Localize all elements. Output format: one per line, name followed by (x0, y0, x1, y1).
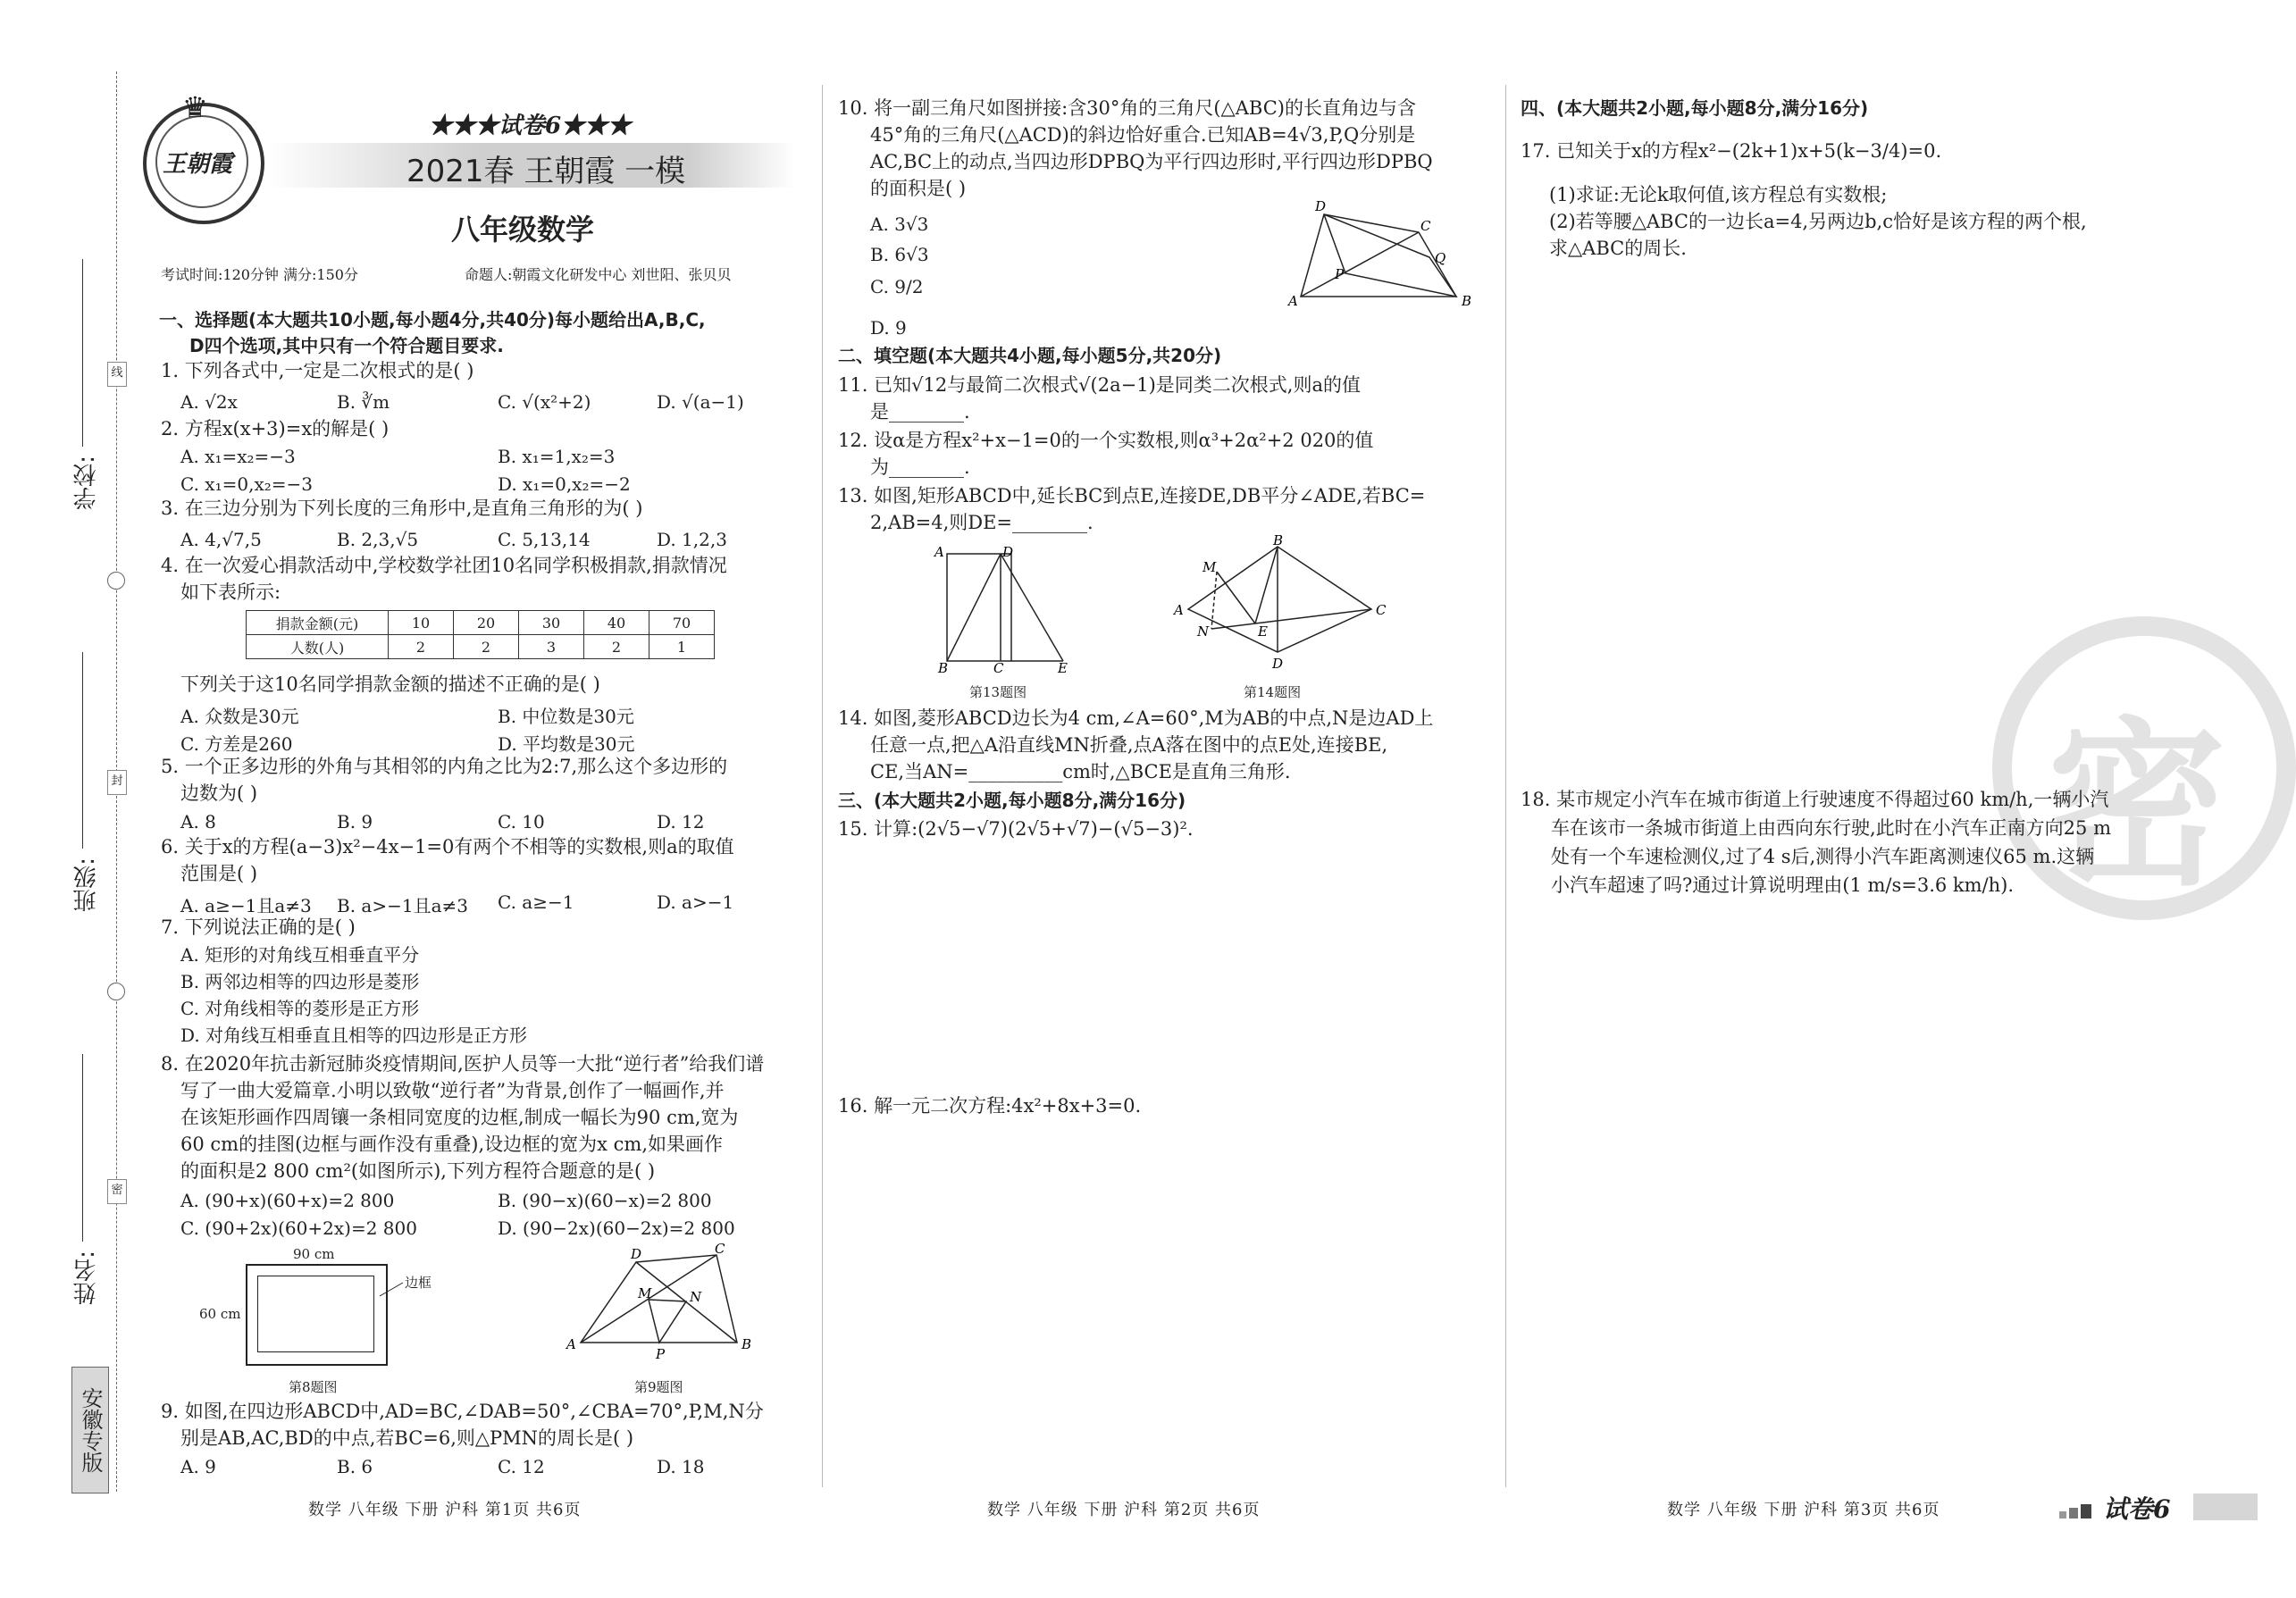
q18-stem-1: 18. 某市规定小汽车在城市街道上行驶速度不得超过60 km/h,一辆小汽 (1521, 789, 2109, 810)
q13-stem-2: 2,AB=4,则DE=________. (870, 512, 1094, 533)
q12-stem-1: 12. 设α是方程x²+x−1=0的一个实数根,则α³+2α²+2 020的值 (838, 430, 1374, 451)
q2-option-b[interactable]: B. x₁=1,x₂=3 (498, 446, 616, 467)
label-c: C (715, 1241, 725, 1257)
q8-options-row2 (180, 1217, 735, 1239)
q5-options (180, 811, 705, 832)
table-cell: 40 (584, 611, 649, 635)
school-label: 学校: (73, 456, 100, 510)
label-p: P (1335, 266, 1345, 282)
q8-stem-3: 在该矩形画作四周镶一条相同宽度的边框,制成一幅长为90 cm,宽为 (180, 1107, 739, 1128)
q10-option-a[interactable]: A. 3√3 (870, 213, 929, 235)
q1-options (180, 391, 744, 413)
q1-option-d[interactable]: D. √(a−1) (657, 391, 744, 413)
q9-options (180, 1456, 705, 1477)
q9-option-a[interactable]: A. 9 (180, 1456, 216, 1477)
label-a: A (1288, 293, 1298, 309)
q3-option-b[interactable]: B. 2,3,√5 (337, 529, 419, 550)
section2-title: 二、填空题(本大题共4小题,每小题5分,共20分) (838, 345, 1222, 366)
table-cell: 2 (454, 635, 519, 659)
q9-option-d[interactable]: D. 18 (657, 1456, 705, 1477)
q14-stem-3: CE,当AN=__________cm时,△BCE是直角三角形. (870, 761, 1291, 782)
q4-options-row1 (180, 702, 634, 728)
label-c: C (1420, 218, 1431, 234)
binding-dot (107, 572, 125, 590)
q4-stem: 4. 在一次爱心捐款活动中,学校数学社团10名同学积极捐款,捐款情况 (161, 555, 727, 576)
label-a: A (566, 1336, 576, 1352)
q8-figure (192, 1246, 460, 1380)
exam-info: 考试时间:120分钟 满分:150分 (161, 266, 358, 283)
table-cell: 20 (454, 611, 519, 635)
label-c: C (993, 660, 1004, 676)
section4-title: 四、(本大题共2小题,每小题8分,满分16分) (1521, 97, 1869, 119)
border-label: 边框 (405, 1275, 432, 1291)
q8-stem-5: 的面积是2 800 cm²(如图所示),下列方程符合题意的是( ) (180, 1160, 656, 1182)
q3-stem: 3. 在三边分别为下列长度的三角形中,是直角三角形的为( ) (161, 498, 643, 519)
q7-stem: 7. 下列说法正确的是( ) (161, 916, 356, 938)
label-d: D (1315, 198, 1327, 214)
q5-option-d[interactable]: D. 12 (657, 811, 705, 832)
q16-text: 16. 解一元二次方程:4x²+8x+3=0. (838, 1095, 1142, 1117)
exam-title: 2021春 王朝霞 一模 (406, 154, 686, 189)
q4-option-d[interactable]: D. 平均数是30元 (498, 733, 635, 755)
q15-answer-area[interactable] (838, 849, 1481, 1090)
q4-options-row2 (180, 730, 635, 756)
q5-option-c[interactable]: C. 10 (498, 811, 545, 832)
q2-options-row2 (180, 473, 631, 495)
q11-stem-1: 11. 已知√12与最简二次根式√(2a−1)是同类二次根式,则a的值 (838, 374, 1361, 396)
q4-stem-2: 如下表所示: (180, 581, 281, 603)
q4-option-a[interactable]: A. 众数是30元 (180, 706, 299, 727)
label-a: A (934, 544, 944, 560)
label-d: D (1272, 656, 1284, 672)
region-badge: 安徽专版 (71, 1367, 109, 1493)
q6-stem-2: 范围是( ) (180, 863, 258, 884)
q9-option-c[interactable]: C. 12 (498, 1456, 545, 1477)
q17-text: 17. 已知关于x的方程x²−(2k+1)x+5(k−3/4)=0. (1521, 140, 1942, 162)
q5-stem-2: 边数为( ) (180, 782, 258, 804)
label-e: E (1058, 660, 1068, 676)
column-divider (1505, 85, 1506, 1487)
table-row (247, 635, 715, 659)
column-divider (822, 85, 823, 1487)
frame-width-label: 90 cm (293, 1246, 335, 1262)
q8-stem-4: 60 cm的挂图(边框与画作没有重叠),设边框的宽为x cm,如果画作 (180, 1134, 723, 1155)
q1-option-a[interactable]: A. √2x (180, 391, 238, 413)
q6-option-a[interactable]: A. a≥−1且a≠3 (180, 895, 312, 916)
label-b: B (938, 660, 949, 676)
class-label: 班级: (73, 858, 100, 912)
q10-option-d[interactable]: D. 9 (870, 317, 907, 339)
frame-height-label: 60 cm (199, 1306, 241, 1322)
q6-option-d[interactable]: D. a>−1 (657, 891, 734, 913)
q15-text: 15. 计算:(2√5−√7)(2√5+√7)−(√5−3)². (838, 818, 1194, 840)
q17-part1: (1)求证:无论k取何值,该方程总有实数根; (1549, 184, 1888, 205)
q9-stem-1: 9. 如图,在四边形ABCD中,AD=BC,∠DAB=50°,∠CBA=70°,P,M,N分 (161, 1401, 764, 1422)
q10-stem-2: 45°角的三角尺(△ACD)的斜边恰好重合.已知AB=4√3,P,Q分别是 (870, 124, 1416, 146)
footer-page-3: 数学 八年级 下册 沪科 第3页 共6页 (1667, 1501, 1940, 1519)
label-d: D (1002, 544, 1014, 560)
label-n: N (690, 1289, 702, 1305)
footer-dots (2059, 1504, 2093, 1519)
q4-option-b[interactable]: B. 中位数是30元 (498, 706, 634, 727)
q1-option-b[interactable]: B. ∛m (337, 391, 390, 413)
q7-option-b[interactable]: B. 两邻边相等的四边形是菱形 (180, 971, 420, 992)
label-a: A (1174, 602, 1184, 618)
q8-caption: 第8题图 (289, 1379, 338, 1395)
q18-answer-area[interactable] (1521, 911, 2164, 1474)
q8-option-c[interactable]: C. (90+2x)(60+2x)=2 800 (180, 1217, 417, 1239)
q5-option-b[interactable]: B. 9 (337, 811, 373, 832)
q14-caption: 第14题图 (1244, 684, 1302, 700)
q2-option-c[interactable]: C. x₁=0,x₂=−3 (180, 473, 313, 495)
q6-stem: 6. 关于x的方程(a−3)x²−4x−1=0有两个不相等的实数根,则a的取值 (161, 836, 734, 858)
q8-option-b[interactable]: B. (90−x)(60−x)=2 800 (498, 1190, 712, 1211)
q13-stem-1: 13. 如图,矩形ABCD中,延长BC到点E,连接DE,DB平分∠ADE,若BC= (838, 485, 1426, 506)
q8-option-d[interactable]: D. (90−2x)(60−2x)=2 800 (498, 1217, 735, 1239)
q1-stem: 1. 下列各式中,一定是二次根式的是( ) (161, 360, 474, 381)
label-n: N (1197, 623, 1210, 640)
q3-option-c[interactable]: C. 5,13,14 (498, 529, 591, 550)
q13-caption: 第13题图 (969, 684, 1027, 700)
table-cell: 人数(人) (247, 635, 389, 659)
label-m: M (638, 1285, 652, 1301)
q5-stem: 5. 一个正多边形的外角与其相邻的内角之比为2:7,那么这个多边形的 (161, 756, 728, 777)
q10-figure (1286, 198, 1483, 319)
q3-option-d[interactable]: D. 1,2,3 (657, 529, 727, 550)
q18-stem-3: 处有一个车速检测仪,过了4 s后,测得小汽车距离测速仪65 m.这辆 (1551, 846, 2095, 867)
table-row (247, 611, 715, 635)
class-line[interactable] (82, 652, 83, 849)
section1-title-2: D四个选项,其中只有一个符合题目要求. (189, 335, 504, 356)
q14-stem-1: 14. 如图,菱形ABCD边长为4 cm,∠A=60°,M为AB的中点,N是边AD上 (838, 707, 1434, 729)
name-line[interactable] (82, 1054, 83, 1242)
label-b: B (1273, 532, 1284, 548)
logo-text: 王朝霞 (163, 151, 233, 178)
q4-option-c[interactable]: C. 方差是260 (180, 733, 293, 755)
q8-stem-1: 8. 在2020年抗击新冠肺炎疫情期间,医护人员等一大批“逆行者”给我们谱 (161, 1053, 765, 1075)
paper-tag: ★★★试卷6★★★ (429, 113, 632, 139)
label-e: E (1258, 623, 1268, 640)
label-m: M (1202, 559, 1217, 575)
q1-option-c[interactable]: C. √(x²+2) (498, 391, 591, 413)
seal-mi: 密 (107, 1179, 127, 1204)
q6-option-b[interactable]: B. a>−1且a≠3 (337, 895, 468, 916)
q10-stem-1: 10. 将一副三角尺如图拼接:含30°角的三角尺(△ABC)的长直角边与含 (838, 97, 1416, 119)
q12-stem-2: 为________. (870, 456, 970, 478)
footer-page-1: 数学 八年级 下册 沪科 第1页 共6页 (308, 1501, 582, 1519)
label-d: D (631, 1246, 642, 1262)
q2-options-row1 (180, 446, 615, 467)
seal-feng: 封 (107, 770, 127, 795)
q18-stem-2: 车在该市一条城市街道上由西向东行驶,此时在小汽车正南方向25 m (1551, 817, 2111, 839)
q10-option-b[interactable]: B. 6√3 (870, 244, 929, 265)
frame-inner (257, 1276, 374, 1352)
section3-title: 三、(本大题共2小题,每小题8分,满分16分) (838, 790, 1186, 811)
q5-option-a[interactable]: A. 8 (180, 811, 216, 832)
table-cell: 10 (389, 611, 454, 635)
q10-stem-3: AC,BC上的动点,当四边形DPBQ为平行四边形时,平行四边形DPBQ (870, 151, 1433, 172)
q7-option-a[interactable]: A. 矩形的对角线互相垂直平分 (180, 944, 420, 966)
footer-bar (2193, 1493, 2258, 1520)
subject-title: 八年级数学 (451, 213, 595, 247)
q2-option-d[interactable]: D. x₁=0,x₂=−2 (498, 473, 631, 495)
q8-stem-2: 写了一曲大爱篇章.小明以致敬“逆行者”为背景,创作了一幅画作,并 (180, 1080, 725, 1101)
q9-figure (563, 1241, 768, 1371)
q18-stem-4: 小汽车超速了吗?通过计算说明理由(1 m/s=3.6 km/h). (1551, 874, 2015, 896)
q16-answer-area[interactable] (838, 1125, 1481, 1474)
donation-table (246, 610, 715, 659)
watermark-text: 密 (2048, 702, 2227, 910)
q17-part2: (2)若等腰△ABC的一边长a=4,另两边b,c恰好是该方程的两个根, (1549, 211, 2087, 232)
q10-stem-4: 的面积是( ) (870, 178, 967, 199)
q7-option-c[interactable]: C. 对角线相等的菱形是正方形 (180, 998, 420, 1019)
q14-figure (1170, 532, 1387, 679)
q14-stem-2: 任意一点,把△A沿直线MN折叠,点A落在图中的点E处,连接BE, (870, 734, 1388, 756)
label-b: B (742, 1336, 752, 1352)
section1-title: 一、选择题(本大题共10小题,每小题4分,共40分)每小题给出A,B,C, (159, 309, 706, 330)
footer-paper-tag: 试卷6 (2103, 1494, 2171, 1524)
footer-page-2: 数学 八年级 下册 沪科 第2页 共6页 (987, 1501, 1261, 1519)
logo-crown-icon: ♛ (182, 90, 208, 124)
seal-xian: 线 (107, 362, 127, 387)
q3-options (180, 529, 727, 550)
school-line[interactable] (82, 259, 83, 447)
table-cell: 1 (649, 635, 715, 659)
quad-abcd (581, 1255, 737, 1343)
q8-option-a[interactable]: A. (90+x)(60+x)=2 800 (180, 1190, 395, 1211)
table-cell: 3 (519, 635, 584, 659)
q6-option-c[interactable]: C. a≥−1 (498, 891, 574, 913)
q9-stem-2: 别是AB,AC,BD的中点,若BC=6,则△PMN的周长是( ) (180, 1427, 634, 1449)
q10-option-c[interactable]: C. 9/2 (870, 276, 924, 297)
q8-options-row1 (180, 1190, 712, 1211)
q7-option-d[interactable]: D. 对角线互相垂直且相等的四边形是正方形 (180, 1025, 528, 1046)
label-b: B (1462, 293, 1472, 309)
watermark-seal (1992, 616, 2296, 920)
table-cell: 30 (519, 611, 584, 635)
label-p: P (656, 1346, 666, 1362)
q11-stem-2: 是________. (870, 401, 970, 423)
label-c: C (1376, 602, 1387, 618)
name-label: 姓名: (73, 1251, 100, 1305)
q3-option-a[interactable]: A. 4,√7,5 (180, 529, 262, 550)
table-cell: 2 (584, 635, 649, 659)
author-info: 命题人:朝霞文化研发中心 刘世阳、张贝贝 (465, 266, 732, 283)
binding-dot (107, 983, 125, 1000)
table-cell: 捐款金额(元) (247, 611, 389, 635)
table-cell: 2 (389, 635, 454, 659)
q2-stem: 2. 方程x(x+3)=x的解是( ) (161, 418, 390, 439)
q4-stem-3: 下列关于这10名同学捐款金额的描述不正确的是( ) (180, 674, 600, 695)
q17-part3: 求△ABC的周长. (1549, 238, 1687, 259)
q9-option-b[interactable]: B. 6 (337, 1456, 373, 1477)
q13-figure (929, 540, 1081, 674)
label-q: Q (1435, 250, 1446, 266)
q9-caption: 第9题图 (634, 1379, 683, 1395)
table-cell: 70 (649, 611, 715, 635)
q2-option-a[interactable]: A. x₁=x₂=−3 (180, 446, 296, 467)
publisher-logo (143, 90, 264, 224)
